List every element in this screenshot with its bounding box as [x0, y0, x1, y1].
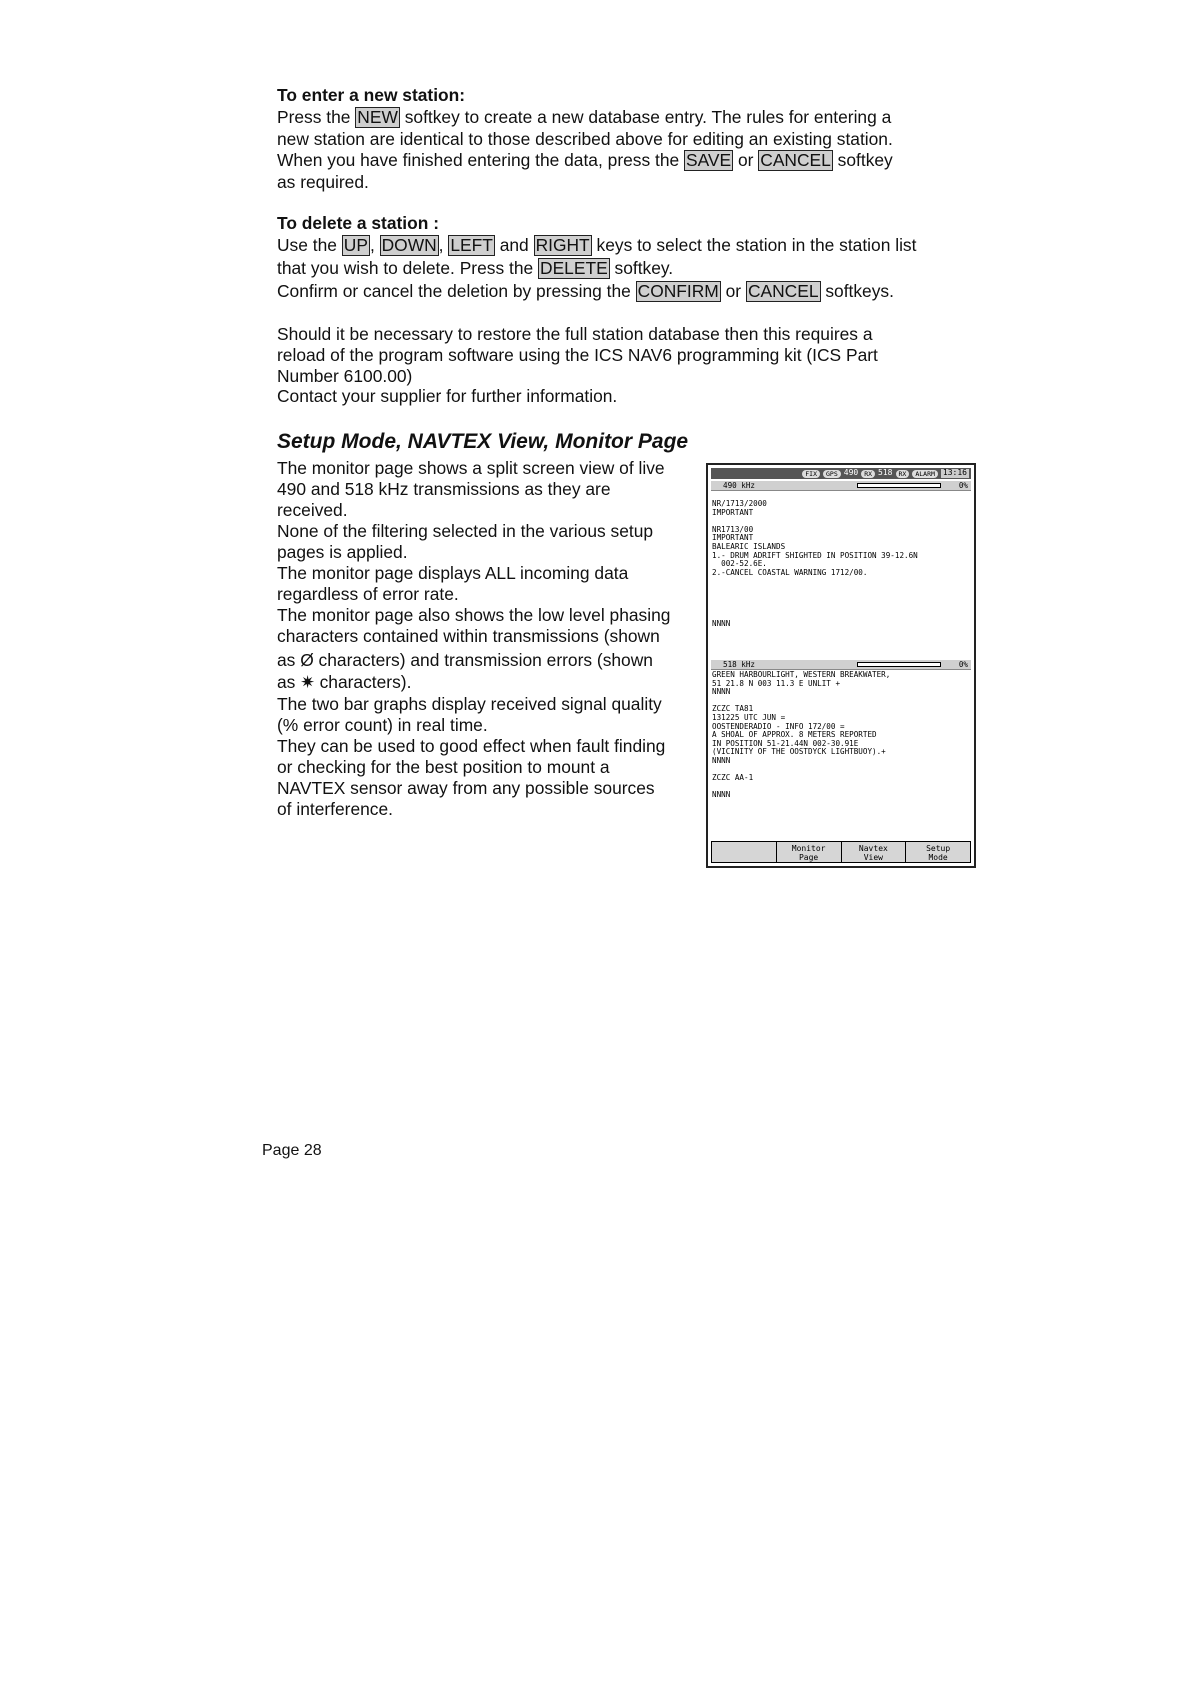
fix-indicator: FIX — [802, 470, 820, 478]
band-518-messages: GREEN HARBOURLIGHT, WESTERN BREAKWATER, 51 21.8 N 003 11.3 E UNLIT + NNNN ZCZC TA81 131225 UTC JUN = OOSTENDERADIO - INFO 172/00 = A SHOAL OF APPROX. 8 METERS REPORTED IN POSITION 51-21.44N 002-30.91E (VICINITY OF THE OOSTDYCK LIGHTBUOY).+ NNNN ZCZC AA-1 NNNN — [712, 670, 891, 800]
page-number: Page 28 — [262, 1142, 322, 1159]
key-right: RIGHT — [535, 235, 590, 255]
text-run: that you wish to delete. Press the — [277, 258, 539, 278]
softkey-monitor-page[interactable] — [776, 842, 841, 862]
monitor-text-line: 490 and 518 kHz transmissions as they are — [277, 479, 611, 499]
new-station-heading: To enter a new station: — [277, 85, 466, 105]
monitor-text-line: of interference. — [277, 799, 394, 819]
band-518-quality-bar — [857, 662, 941, 667]
text-run: or — [720, 281, 746, 301]
monitor-text-line: as ✷ characters). — [277, 672, 412, 692]
monitor-text-line: pages is applied. — [277, 542, 408, 562]
band-490-error-pct: 0% — [958, 481, 968, 490]
new-station-line-3 — [277, 150, 893, 171]
monitor-text-line: The monitor page displays ALL incoming data — [277, 563, 629, 583]
softkey-navtex-view[interactable] — [841, 842, 906, 862]
restore-line-1: Should it be necessary to restore the full station database then this requires a — [277, 324, 873, 344]
restore-line-3: Number 6100.00) — [277, 366, 413, 386]
gps-indicator: GPS — [823, 470, 841, 478]
monitor-text-line: The monitor page also shows the low level phasing — [277, 605, 671, 625]
monitor-text-line: The monitor page shows a split screen view of live — [277, 458, 665, 478]
softkey-setup-mode[interactable] — [905, 842, 970, 862]
delete-station-line-2 — [277, 258, 673, 279]
softkey-label: Page — [798, 853, 819, 862]
softkey-label: Monitor — [791, 844, 826, 853]
band-518-header — [711, 660, 971, 670]
new-station-line-1 — [277, 107, 891, 128]
text-run: keys to select the station in the station list — [591, 235, 917, 255]
monitor-text-line: (% error count) in real time. — [277, 715, 488, 735]
monitor-text-line: None of the filtering selected in the various setup — [277, 521, 654, 541]
monitor-text-line: regardless of error rate. — [277, 584, 459, 604]
monitor-text-line: received. — [277, 500, 348, 520]
softkey-label: Mode — [928, 853, 948, 862]
text-run: When you have finished entering the data, press the — [277, 150, 685, 170]
key-delete: DELETE — [540, 258, 608, 278]
key-up: UP — [343, 235, 368, 255]
text-run: and — [494, 235, 534, 255]
key-left: LEFT — [450, 235, 493, 255]
section-heading: Setup Mode, NAVTEX View, Monitor Page — [277, 430, 689, 453]
band-490-label: 490 kHz — [723, 481, 756, 490]
delete-station-heading: To delete a station : — [277, 213, 440, 233]
device-softkey-bar — [711, 841, 971, 863]
delete-station-line-1 — [277, 235, 916, 256]
freq-490-label: 490 — [843, 468, 859, 478]
rx-518-indicator: RX — [896, 470, 910, 478]
device-status-bar — [711, 468, 971, 479]
band-490-messages: NR/1713/2000 IMPORTANT NR1713/00 IMPORTANT BALEARIC ISLANDS 1.- DRUM ADRIFT SHIGHTED IN POSITION 39-12.6N 002-52.6E. 2.-CANCEL COASTAL WARNING 1712/00. NNNN — [712, 499, 918, 629]
text-run: softkey. — [609, 258, 674, 278]
key-save: SAVE — [686, 150, 732, 170]
key-confirm: CONFIRM — [637, 281, 719, 301]
softkey-label: View — [863, 853, 883, 862]
monitor-text-line: or checking for the best position to mount a — [277, 757, 610, 777]
text-run: softkeys. — [820, 281, 894, 301]
navtex-device-screen — [706, 463, 976, 868]
monitor-text-line: as Ø characters) and transmission errors (shown — [277, 650, 653, 670]
new-station-line-2: new station are identical to those described above for editing an existing station. — [277, 129, 893, 149]
text-run: softkey — [832, 150, 893, 170]
key-new: NEW — [357, 107, 398, 127]
monitor-text-line: characters contained within transmissions (shown — [277, 626, 660, 646]
band-518-label: 518 kHz — [723, 660, 756, 669]
monitor-text-line: The two bar graphs display received signal quality — [277, 694, 662, 714]
text-run: , — [369, 235, 380, 255]
delete-station-line-3 — [277, 281, 894, 302]
text-run: Press the — [277, 107, 356, 127]
key-cancel: CANCEL — [747, 281, 819, 301]
band-490-header — [711, 481, 971, 491]
freq-518-label: 518 — [878, 468, 893, 478]
restore-line-4: Contact your supplier for further information. — [277, 386, 618, 406]
text-run: Confirm or cancel the deletion by pressing the — [277, 281, 636, 301]
text-run: , — [438, 235, 449, 255]
new-station-line-4: as required. — [277, 172, 369, 192]
softkey-blank[interactable] — [712, 842, 776, 862]
monitor-text-line: NAVTEX sensor away from any possible sources — [277, 778, 655, 798]
rx-490-indicator: RX — [861, 470, 875, 478]
alarm-indicator: ALARM — [912, 470, 938, 478]
softkey-label: Setup — [926, 844, 951, 853]
text-run: softkey to create a new database entry. The rules for entering a — [399, 107, 892, 127]
monitor-text-line: They can be used to good effect when fault finding — [277, 736, 666, 756]
band-518-error-pct: 0% — [958, 660, 968, 669]
key-down: DOWN — [381, 235, 437, 255]
restore-line-2: reload of the program software using the ICS NAV6 programming kit (ICS Part — [277, 345, 878, 365]
key-cancel: CANCEL — [760, 150, 831, 170]
band-490-quality-bar — [857, 483, 941, 488]
softkey-label: Navtex — [858, 844, 888, 853]
text-run: Use the — [277, 235, 342, 255]
text-run: or — [733, 150, 759, 170]
clock: 13:16 — [942, 468, 967, 478]
